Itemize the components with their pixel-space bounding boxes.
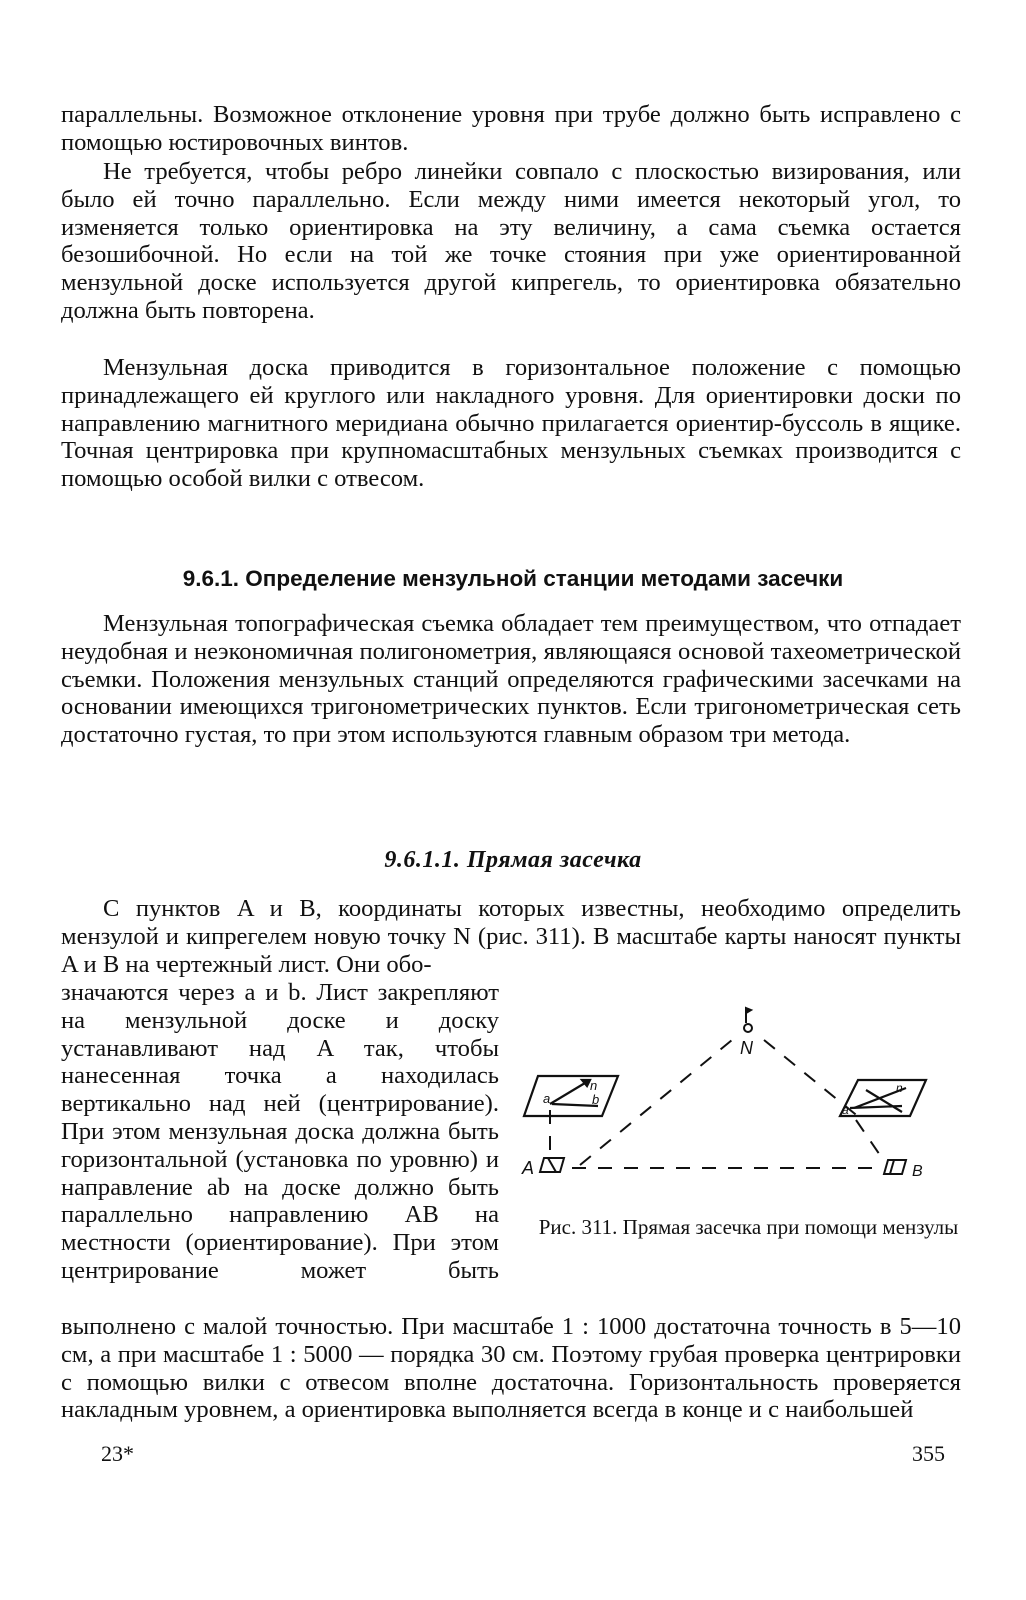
label-b-point: B bbox=[912, 1163, 923, 1180]
label-n-small-right: n bbox=[896, 1081, 903, 1095]
page-number: 355 bbox=[912, 1441, 945, 1466]
ground-point-a bbox=[540, 1158, 564, 1172]
point-n-marker bbox=[744, 1008, 752, 1032]
paragraph-1: параллельны. Возможное отклонение уровня при трубе должно быть исправлено с помощью юстировочных винтов. bbox=[61, 101, 961, 156]
label-n-point: N bbox=[740, 1038, 753, 1058]
section-heading bbox=[0, 565, 1026, 593]
paragraph-3: Мензульная доска приводится в горизонтальное положение с помощью принадлежащего ей круглого или накладного уровня. Для ориентировки доски по направлению магнитного меридиана обычно прилагается ориентир-буссоль в ящике. Точная центрировка при крупномасштабных мензульных съемках производится с помощью особой вилки с отвесом. bbox=[61, 354, 961, 493]
paragraph-4: Мензульная топографическая съемка обладает тем преимуществом, что отпадает неудобная и неэкономичная полигонометрия, являющаяся основой тахеометрической съемки. Положения мензульных станций определяются графическими засечками на основании имеющихся тригонометрических пунктов. Если тригонометрическая сеть достаточно густая, то при этом используются главным образом три метода. bbox=[61, 610, 961, 749]
figure-caption: Рис. 311. Прямая засечка при помощи мензулы bbox=[538, 1215, 959, 1239]
label-a-small: a bbox=[543, 1091, 551, 1106]
section-heading-text: 9.6.1. Определение мензульной станции методами засечки bbox=[182, 566, 844, 591]
subsection-heading-text: 9.6.1.1. Прямая засечка bbox=[384, 847, 642, 873]
ground-point-b bbox=[884, 1160, 906, 1174]
label-b-small-left: b bbox=[592, 1092, 600, 1107]
subsection-heading bbox=[0, 846, 1026, 874]
sight-lines bbox=[550, 1040, 882, 1168]
signature-mark: 23* bbox=[101, 1441, 134, 1466]
label-n-small-left: n bbox=[590, 1078, 598, 1093]
label-a-point: A bbox=[522, 1158, 535, 1178]
label-a-small-right: a bbox=[842, 1103, 849, 1117]
plane-table-right bbox=[840, 1080, 926, 1116]
paragraph-7: выполнено с малой точностью. При масштабе 1 : 1000 достаточна точность в 5—10 см, а при масштабе 1 : 5000 — порядка 30 см. Поэтому грубая проверка центрировки с помощью вилки с отвесом вполне достаточна. Горизонтальность проверяется накладным уровнем, а ориентировка выполняется всегда в конце и с наибольшей bbox=[61, 1313, 961, 1424]
figure-311 bbox=[510, 1000, 950, 1200]
paragraph-2: Не требуется, чтобы ребро линейки совпало с плоскостью визирования, или было ей точно параллельно. Если между ними имеется некоторый угол, то изменяется только ориентировка на эту величину, а сама съемка остается безошибочной. Но если на той же точке стояния при уже ориентированной мензульной доске используется другой кипрегель, то ориентировка обязательно должна быть повторена. bbox=[61, 158, 961, 324]
paragraph-5: С пунктов A и B, координаты которых известны, необходимо определить мензулой и кипрегелем новую точку N (рис. 311). В масштабе карты наносят пункты A и B на чертежный лист. Они обо- bbox=[61, 895, 961, 978]
plane-table-left bbox=[524, 1076, 618, 1116]
paragraph-6-wrapped: значаются через a и b. Лист закрепляют на мензульной доске и доску устанавливают над A так, чтобы нанесенная точка a находилась вертикально над ней (центрирование). При этом мензульная доска должна быть горизонтальной (установка по уровню) и направление ab на доске должно быть параллельно направлению AB на местности (ориентирование). При этом центрирование может быть bbox=[61, 979, 499, 1284]
